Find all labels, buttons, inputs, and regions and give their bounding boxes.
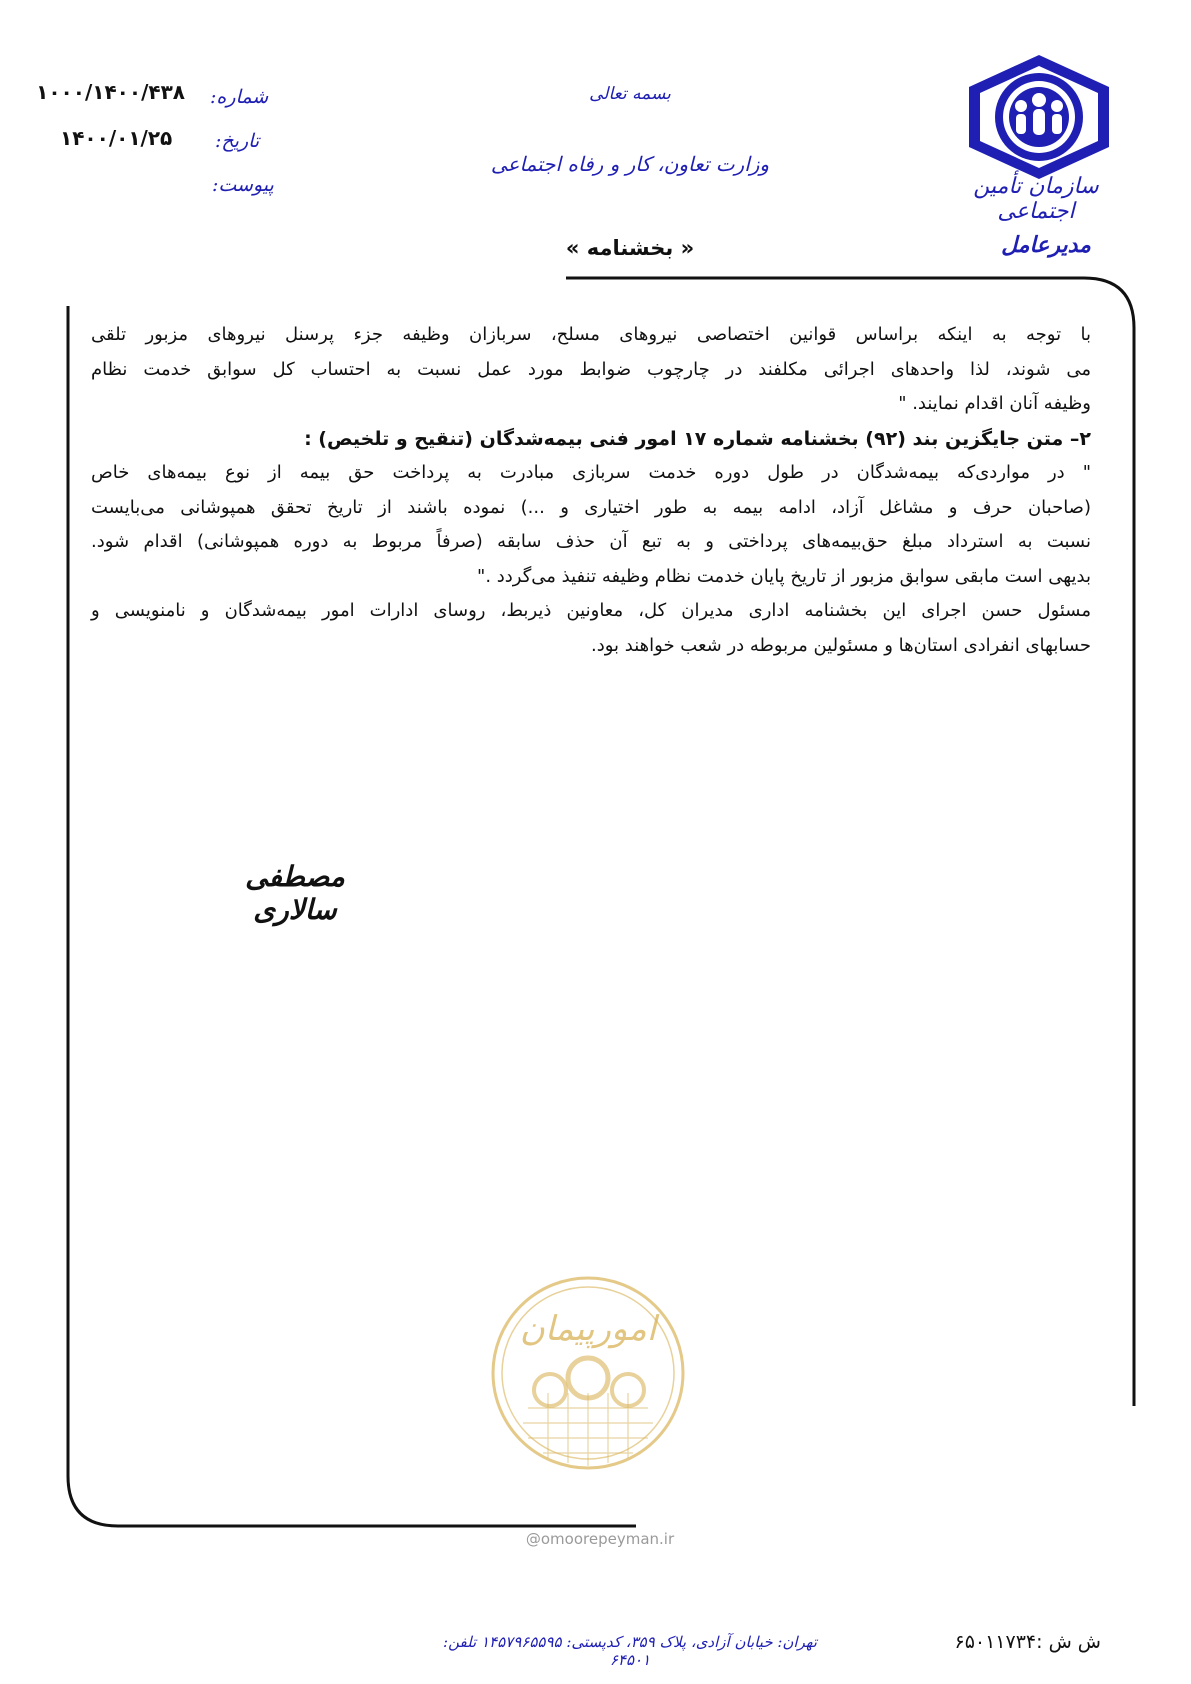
paragraph-line: وظیفه آنان اقدام نمایند. "	[898, 393, 1091, 414]
number-value: ۱۰۰۰/۱۴۰۰/۴۳۸	[36, 80, 185, 104]
watermark-stamp-icon	[488, 1268, 688, 1478]
bism-heading: بسمه تعالی	[589, 84, 671, 104]
ceo-label: مدیرعامل	[1001, 232, 1091, 258]
stamp-text: امورپیمان	[519, 1309, 657, 1349]
ministry-name: وزارت تعاون، کار و رفاه اجتماعی	[490, 152, 770, 176]
organization-name: سازمان تأمین اجتماعی	[973, 174, 1099, 224]
paragraph-line: با توجه به اینکه براساس قوانین اختصاصی نیروهای مسلح، سربازان وظیفه جزء پرسنل نیروهای مزبور تلقی	[91, 324, 1091, 345]
footer-address: تهران: خیابان آزادی، پلاک ۳۵۹، کدپستی: ۱۴۵۷۹۶۵۵۹۵ تلفن: ۶۴۵۰۱	[443, 1633, 817, 1669]
date-label: تاریخ:	[215, 130, 260, 152]
paragraph-line: (صاحبان حرف و مشاغل آزاد، ادامه بیمه به طور اختیاری و ...) نموده باشند از تاریخ تحقق همپوشانی می‌بایست	[91, 496, 1091, 518]
paragraph-line: حسابهای انفرادی استان‌ها و مسئولین مربوطه در شعب خواهند بود.	[591, 634, 1091, 656]
paragraph-line: می شوند، لذا واحدهای اجرائی مکلفند در چارچوب ضوابط مورد عمل نسبت به احتساب کل سوابق خدمت نظام	[91, 358, 1091, 380]
signature: مصطفی سالاری	[245, 860, 345, 926]
footer-ss-number: ش ش :۶۵۰۱۱۷۳۴	[954, 1631, 1101, 1653]
date-value: ۱۴۰۰/۰۱/۲۵	[60, 126, 173, 150]
paragraph-line: مسئول حسن اجرای این بخشنامه اداری مدیران کل، معاونین ذیربط، روسای ادارات امور بیمه‌شدگان و نامنویسی و	[91, 600, 1091, 621]
paragraph-line: " در مواردی‌که بیمه‌شدگان در طول دوره خدمت سربازی مبادرت به پرداخت حق بیمه از نوع بیمه‌های خاص	[91, 462, 1091, 483]
document-body	[91, 318, 1091, 663]
watermark-url: @omoorepeyman.ir	[525, 1530, 675, 1548]
paragraph-line: نسبت به استرداد مبلغ حق‌بیمه‌های پرداختی و به تبع آن حذف سابقه (صرفاً مربوط به دوره همپوشانی) اقدام شود.	[91, 531, 1091, 552]
paragraph-line: بدیهی است مابقی سوابق مزبور از تاریخ پایان خدمت نظام وظیفه تنفیذ می‌گردد ."	[477, 565, 1091, 587]
attachment-label: پیوست:	[212, 174, 274, 196]
section-heading: ۲– متن جایگزین بند (۹۲) بخشنامه شماره ۱۷ امور فنی بیمه‌شدگان (تنقیح و تلخیص) :	[304, 427, 1091, 450]
social-security-logo-icon	[959, 52, 1119, 182]
number-label: شماره:	[210, 86, 269, 108]
document-title: « بخشنامه »	[565, 236, 695, 260]
